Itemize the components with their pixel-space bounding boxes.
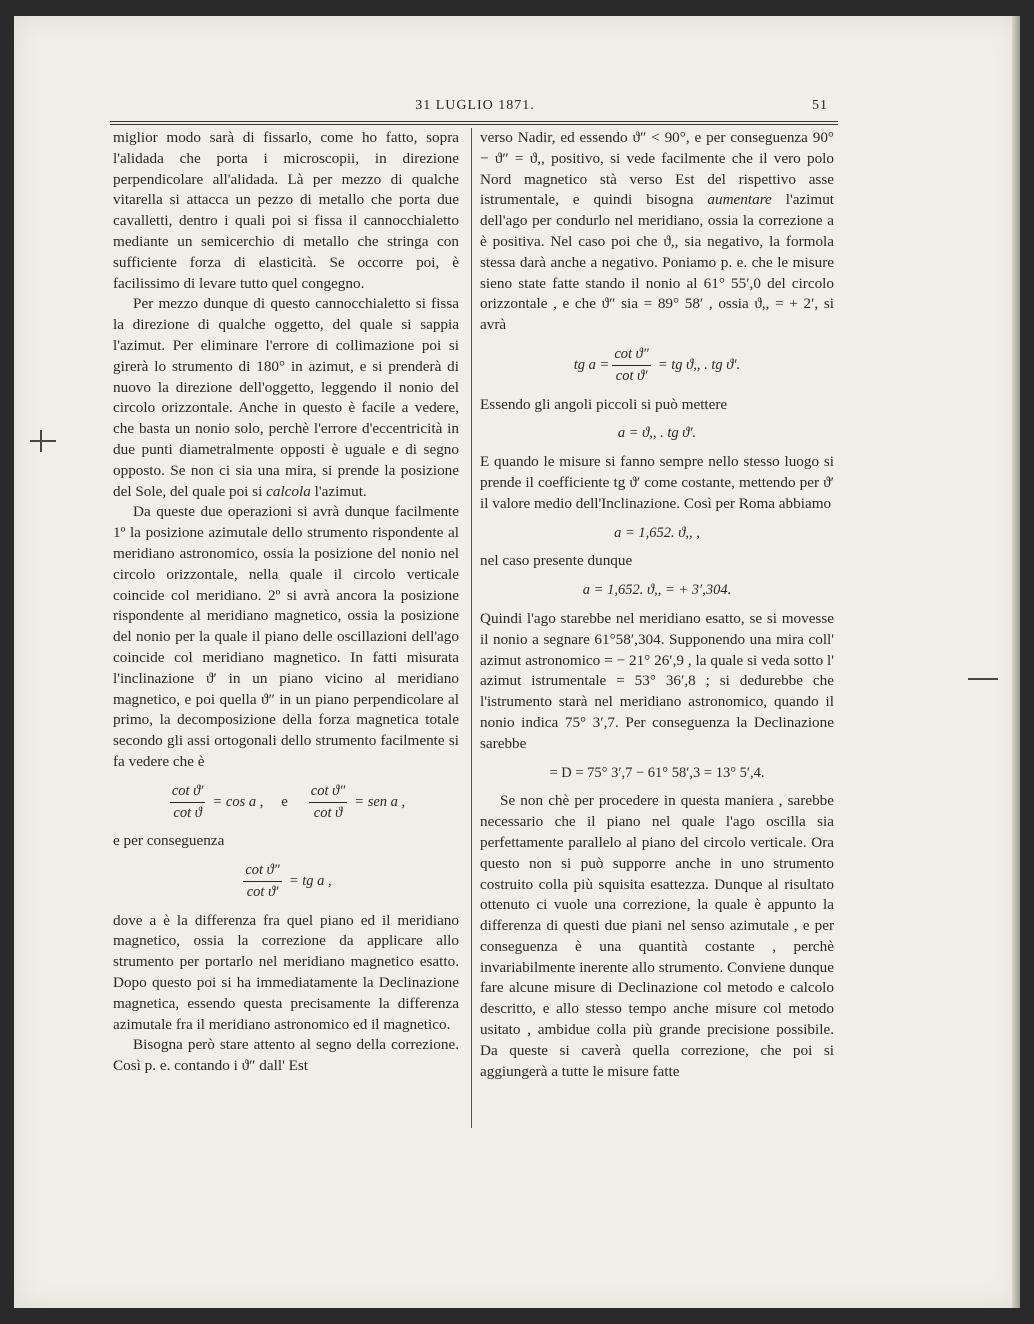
margin-mark-left (40, 430, 42, 452)
margin-mark-left (30, 440, 56, 442)
formula: a = ϑ,, . tg ϑ′. (617, 425, 697, 442)
formula: = D = 75° 3′,7 − 61° 58′,3 = 13° 5′,4. (549, 764, 765, 781)
paragraph: Quindi l'ago starebbe nel meridiano esatto, se si movesse il nonio a segnare 61°58′,304. Supponendo una mira coll' azimut astronomico = − 21° 26′,9 , la quale si veda sotto l' azimut istrumentale = 53° 36′,8 ; si dedurebbe che l'istrumento starà nel meridiano astronomico, quando il nonio indica 75° 3′,7. Per conseguenza la Declinazione sarebbe (480, 609, 834, 752)
page-edge (1012, 16, 1020, 1308)
right-column (480, 128, 834, 1082)
paragraph: Essendo gli angoli piccoli si può mettere (480, 395, 728, 413)
formula: $\frac{\text{cot ϑ′}}{\text{cot ϑ}}$ = cos a , e $\frac{\text{cot ϑ″}}{\text{cot ϑ}}$ = sen a , (171, 782, 406, 821)
paragraph: Bisogna però stare attento al segno della correzione. Così p. e. contando i ϑ″ dall' Est (113, 1036, 459, 1075)
formula: $\frac{\text{cot ϑ″}}{\text{cot ϑ′}}$ = tg a , (245, 862, 332, 900)
formula: tg a = $\frac{\text{cot ϑ″}}{\text{cot ϑ′}}$ = tg ϑ,, . tg ϑ′. (573, 345, 741, 384)
paragraph: E quando le misure si fanno sempre nello stesso luogo si prende il coefficiente tg ϑ′ come costante, mettendo per ϑ′ il valore medio dell'Inclinazione. Così per Roma abbiamo (480, 453, 834, 512)
running-header (110, 98, 840, 118)
header-rule (110, 121, 838, 125)
formula: a = 1,652. ϑ,, , (614, 524, 700, 541)
header-date: 31 LUGLIO 1871. (415, 98, 535, 113)
column-divider (471, 128, 472, 1128)
page-number: 51 (812, 98, 828, 113)
paragraph: Se non chè per procedere in questa maniera , sarebbe necessario che il piano nel quale l'ago oscilla sia perfettamente parallelo al piano del circolo verticale. Ora questo non si può supporre anche in uno strumento costruito colla più squisita esattezza. Dunque al risultato ottenuto ci vuole una correzione, la quale è appunto la differenza di questi due piani nel senso azimutale , e per conseguenza è una quantità costante , perchè invariabilmente inerente allo strumento. Conviene dunque fare alcune misure di Declinazione col metodo e calcolo descritto, e allo stesso tempo anche misure col metodo usitato , ambidue colla più grande precisione possibile. Da queste si caverà quella correzione, che poi si aggiungerà a tutte le misure fatte (480, 792, 834, 1080)
paragraph: verso Nadir, ed essendo ϑ″ < 90°, e per conseguenza 90° − ϑ″ = ϑ,, positivo, si vede facilmente che il vero polo Nord magnetico stà verso Est del rispettivo asse istrumentale, e quindi bisogna aumentare l'azimut dell'ago per condurlo nel meridiano, ossia la correzione a è positiva. Nel caso poi che ϑ,, sia negativo, la formola stessa darà anche a negativo. Poniamo p. e. che le misure sieno state fatte stando il nonio al 61° 55′,0 del circolo orizzontale , e che ϑ″ sia = 89° 58′ , ossia ϑ,, = + 2′, si avrà (480, 129, 835, 334)
paragraph: nel caso presente dunque (480, 552, 633, 570)
paragraph: e per conseguenza (113, 832, 225, 850)
paragraph: Per mezzo dunque di questo cannocchialetto si fissa la direzione di qualche oggetto, del quale si sappia l'azimut. Per eliminare l'errore di collimazione poi si girerà lo strumento di 180° in azimut, e si prenderà di nuovo la direzione dell'oggetto, leggendo il nonio del circolo orizzontale. Anche in questo è facile a vedere, che basta un nonio solo, perchè l'errore d'eccentricità in due punti diametralmente opposti è uguale e di segno opposto. Se non ci sia una mira, si prende la posizione del Sole, del quale poi si calcola l'azimut. (113, 295, 459, 500)
formula: a = 1,652. ϑ,, = + 3′,304. (582, 582, 732, 599)
left-column (113, 128, 459, 1077)
paragraph: miglior modo sarà di fissarlo, come ho fatto, sopra l'alidada che porta i microscopii, in direzione perpendicolare all'alidada. Là per mezzo di qualche vitarella si attacca un pezzo di metallo che porta due cavalletti, dentro i quali poi si fissa il cannocchialetto mediante un semicerchio di metallo che stringa con sufficiente forza di elasticità. Se occorre poi, è facilissimo di levare tutto quel congegno. (113, 129, 459, 292)
margin-mark-right (968, 678, 998, 680)
paragraph: Da queste due operazioni si avrà dunque facilmente 1º la posizione azimutale dello strumento rispondente al meridiano astronomico, ossia la posizione del nonio nel circolo orizzontale, nella quale il circolo verticale coincide col meridiano. 2º si avrà ancora la posizione rispondente al meridiano magnetico, ossia la posizione del nonio per la quale il piano delle oscillazioni dell'ago coincide col meridiano magnetico. In fatti misurata l'inclinazione ϑ′ in un piano vicino al meridiano magnetico, e poi quella ϑ″ in un piano perpendicolare al primo, la decomposizione della forza magnetica totale secondo gli assi ortogonali dello strumento facilmente si fa vedere che è (113, 503, 459, 770)
paragraph: dove a è la differenza fra quel piano ed il meridiano magnetico, ossia la correzione da applicare allo strumento per portarlo nel meridiano magnetico esatto. Dopo questo poi si ha immediatamente la Declinazione magnetica, essendo questa precisamente la differenza azimutale fra il meridiano astronomico ed il magnetico. (113, 911, 459, 1033)
